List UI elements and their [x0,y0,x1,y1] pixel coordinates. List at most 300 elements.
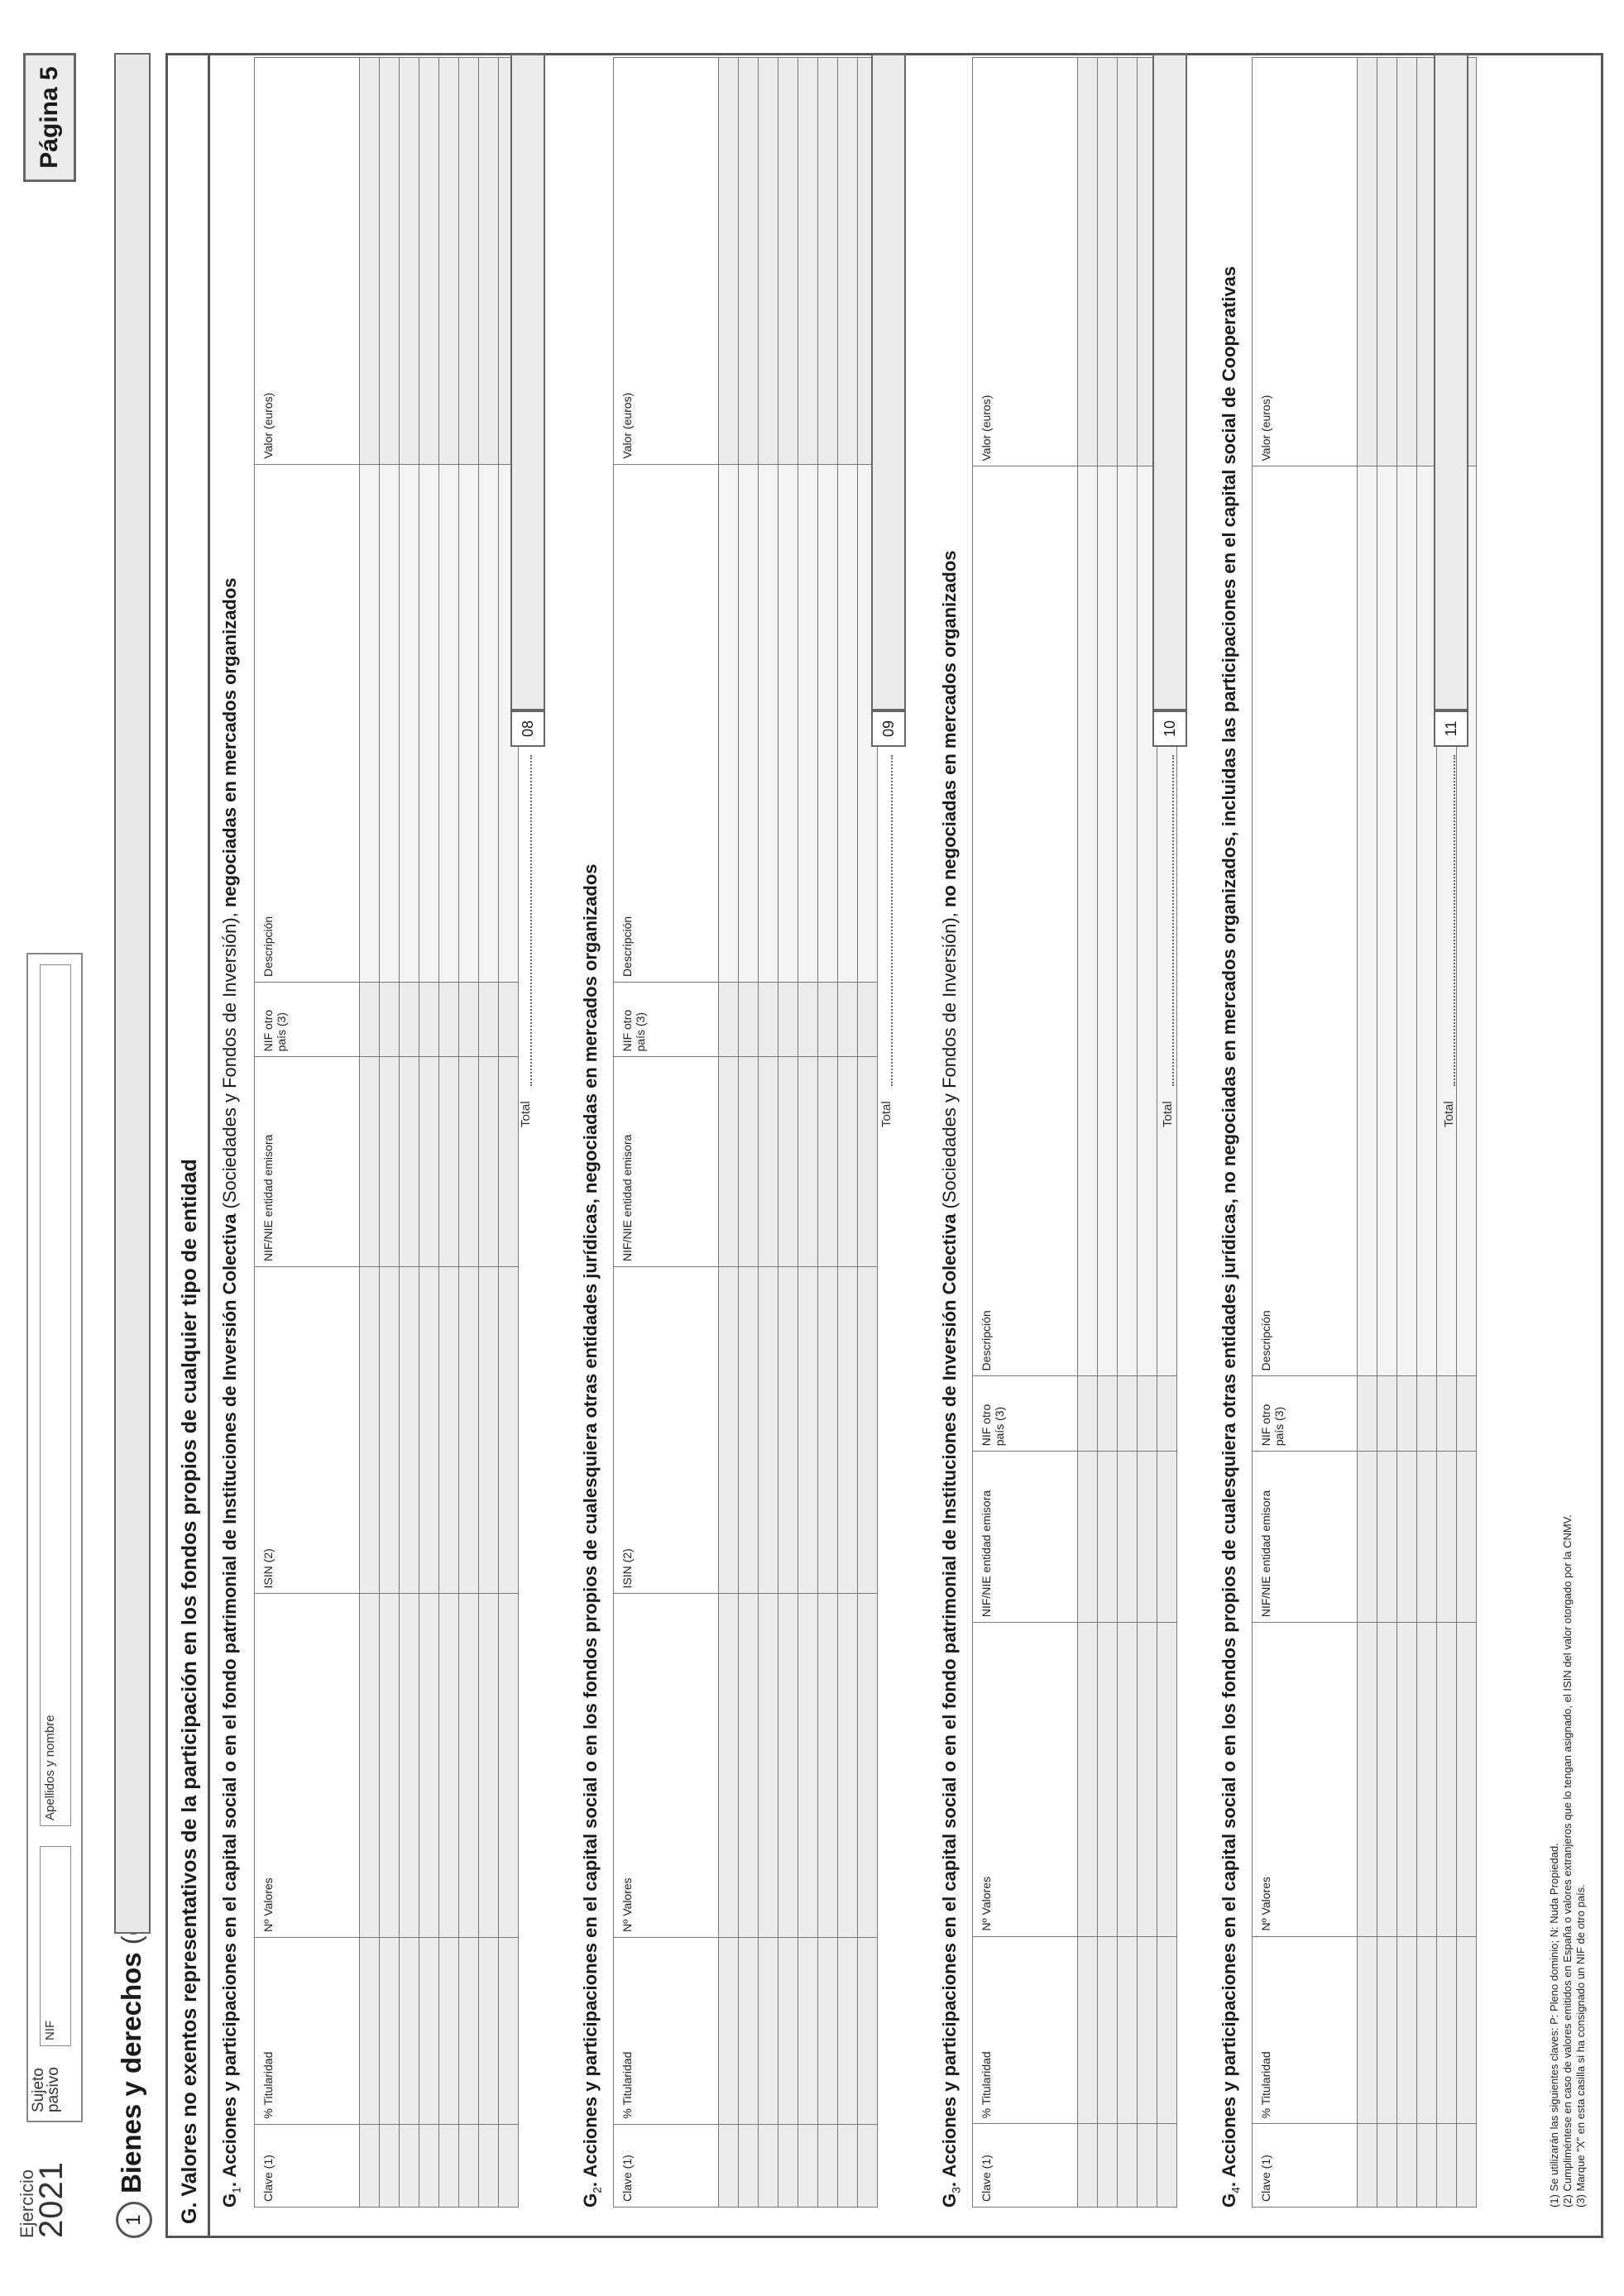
column-header: Clave (1) [614,2124,719,2207]
table-cell[interactable] [778,2124,798,2207]
table-cell[interactable] [719,1267,739,1594]
header-row [614,58,719,2208]
column-header: NIF otro país (3) [973,1376,1078,1452]
table-cell[interactable] [798,1267,818,1594]
column-header: % Titularidad [614,1937,719,2124]
table-cell[interactable] [439,982,459,1056]
table-cell[interactable] [380,1267,400,1594]
table-cell[interactable] [1377,2124,1397,2208]
table-cell[interactable] [1417,1452,1437,1623]
table-cell[interactable] [778,982,798,1056]
table-cell[interactable] [1397,58,1417,467]
table-cell[interactable] [1078,58,1098,467]
column-header: Valor (euros) [1253,58,1358,467]
table-cell[interactable] [719,1057,739,1267]
table-cell[interactable] [419,1594,439,1937]
table-row [719,58,739,2208]
column-header: Descripción [973,466,1078,1376]
table-cell[interactable] [400,464,419,982]
table-cell[interactable] [1098,466,1118,1376]
table-cell[interactable] [400,2124,419,2207]
table-cell[interactable] [380,464,400,982]
g2-title-a: . Acciones y participaciones en el capital social o en los fondos propios de cualesquiera otras entidades jurídicas, negociadas en mercados organizados [580,863,601,2188]
g1-box-number: 08 [510,710,545,747]
table-cell[interactable] [1157,2124,1177,2208]
table-cell[interactable] [479,1594,499,1937]
g1-table [254,57,519,2208]
g3-title-b: no negociadas en mercados organizados [939,550,960,908]
table-cell[interactable] [400,58,419,465]
table-cell[interactable] [838,1937,858,2124]
table-row [798,58,818,2208]
table-cell[interactable] [719,2124,739,2207]
table-cell[interactable] [499,1267,519,1594]
footnote-2: (2) Cumpliméntese en caso de valores emitidos en España o valores extranjeros que lo tengan asignado, el ISIN del valor otorgado por la CNMV. [1561,1514,1574,2208]
table-cell[interactable] [1457,1452,1477,1623]
table-cell[interactable] [739,464,759,982]
table-row [759,58,778,2208]
table-cell[interactable] [499,1594,519,1937]
table-cell[interactable] [360,2124,380,2207]
table-cell[interactable] [1417,2124,1437,2208]
g-title-underline [208,55,210,2236]
table-row [380,58,400,2208]
table-cell[interactable] [1397,1936,1417,2124]
g4-index: 4 [1229,2187,1243,2193]
table-cell[interactable] [439,464,459,982]
section-fill [114,53,151,1934]
table-cell[interactable] [1358,1452,1377,1623]
table-cell[interactable] [1098,1936,1118,2124]
table-cell[interactable] [719,1594,739,1937]
table-cell[interactable] [1118,2124,1138,2208]
table-cell[interactable] [1377,1376,1397,1452]
table-cell[interactable] [1397,1452,1417,1623]
g3-prefix: G [939,2193,960,2208]
g-title: G. Valores no exentos representativos de la participación en los fondos propios de cualquier tipo de entidad [178,1150,202,2224]
column-header: ISIN (2) [614,1267,719,1594]
table-cell[interactable] [778,1937,798,2124]
header-row [1253,58,1358,2208]
column-header: Nº Valores [255,1594,360,1937]
table-cell[interactable] [1358,466,1377,1376]
table-cell[interactable] [858,1937,878,2124]
table-cell[interactable] [1138,2124,1157,2208]
table-cell[interactable] [1377,1936,1397,2124]
table-cell[interactable] [739,1937,759,2124]
table-cell[interactable] [1078,1376,1098,1452]
table-cell[interactable] [858,1594,878,1937]
table-cell[interactable] [380,982,400,1056]
column-header: NIF otro país (3) [614,982,719,1056]
column-header: Descripción [614,464,719,982]
table-cell[interactable] [380,1057,400,1267]
table-cell[interactable] [778,1057,798,1267]
table-cell[interactable] [1397,1376,1417,1452]
table-cell[interactable] [759,1267,778,1594]
table-cell[interactable] [858,1267,878,1594]
table-cell[interactable] [1437,1452,1457,1623]
g1-title [219,577,242,2208]
table-cell[interactable] [400,1267,419,1594]
table-cell[interactable] [499,982,519,1056]
table-cell[interactable] [1098,1623,1118,1936]
table-row [1377,58,1397,2208]
footnotes [1548,1514,1588,2208]
table-cell[interactable] [1457,2124,1477,2208]
table-cell[interactable] [838,2124,858,2207]
table-cell[interactable] [739,1057,759,1267]
table-cell[interactable] [1078,1936,1098,2124]
table-row [818,58,838,2208]
g2-prefix: G [580,2193,601,2208]
table-cell[interactable] [499,2124,519,2207]
table-cell[interactable] [759,1057,778,1267]
table-cell[interactable] [1377,466,1397,1376]
table-row [778,58,798,2208]
header-row [255,58,360,2208]
column-header: NIF/NIE entidad emisora [1253,1452,1358,1623]
table-cell[interactable] [838,58,858,465]
table-cell[interactable] [1118,1376,1138,1452]
table-row [459,58,479,2208]
table-cell[interactable] [719,982,739,1056]
g2-index: 2 [590,2187,604,2193]
g1-total-label: Total [519,1101,533,1127]
table-cell[interactable] [419,2124,439,2207]
table-cell[interactable] [459,58,479,465]
table-cell[interactable] [1358,58,1377,467]
table-cell[interactable] [419,1057,439,1267]
table-row [419,58,439,2208]
table-cell[interactable] [1358,1623,1377,1936]
table-cell[interactable] [818,1267,838,1594]
table-row [1098,58,1118,2208]
column-header: NIF/NIE entidad emisora [973,1452,1078,1623]
table-cell[interactable] [1098,2124,1118,2208]
table-cell[interactable] [380,2124,400,2207]
g3-total-dots [1172,755,1174,1086]
page-number: Página 5 [23,53,76,182]
header-row [973,58,1078,2208]
table-cell[interactable] [400,1937,419,2124]
footnote-1: (1) Se utilizarán las siguientes claves: P: Pleno dominio; N: Nuda Propiedad. [1548,1843,1560,2208]
table-cell[interactable] [419,464,439,982]
table-cell[interactable] [459,1937,479,2124]
table-cell[interactable] [1138,1623,1157,1936]
column-header: Clave (1) [1253,2124,1358,2208]
table-cell[interactable] [739,2124,759,2207]
table-cell[interactable] [479,982,499,1056]
column-header: Descripción [1253,466,1358,1376]
table-cell[interactable] [439,1057,459,1267]
g1-title-reg: (Sociedades y Fondos de Inversión), [219,907,240,1214]
column-header: NIF/NIE entidad emisora [255,1057,360,1267]
main-frame [165,53,1603,2238]
table-cell[interactable] [759,1594,778,1937]
table-cell[interactable] [838,1267,858,1594]
table-cell[interactable] [838,982,858,1056]
g4-prefix: G [1219,2193,1239,2208]
column-header: Clave (1) [255,2124,360,2207]
table-cell[interactable] [818,2124,838,2207]
table-cell[interactable] [459,1594,479,1937]
table-cell[interactable] [778,1267,798,1594]
table-cell[interactable] [778,1594,798,1937]
table-cell[interactable] [818,1057,838,1267]
g1-prefix: G [219,2193,240,2208]
table-cell[interactable] [1098,1376,1118,1452]
table-cell[interactable] [1397,2124,1417,2208]
table-row [739,58,759,2208]
ejercicio-year: 2021 [33,2161,69,2238]
table-cell[interactable] [439,58,459,465]
table-cell[interactable] [759,2124,778,2207]
column-header: Clave (1) [973,2124,1078,2208]
table-cell[interactable] [400,1594,419,1937]
table-cell[interactable] [360,464,380,982]
table-cell[interactable] [439,1594,459,1937]
g4-box-number: 11 [1434,710,1468,747]
table-cell[interactable] [1118,1452,1138,1623]
g1-title-b: negociadas en mercados organizados [219,577,240,908]
g2-total-label: Total [879,1101,893,1127]
table-cell[interactable] [818,464,838,982]
g2-title [580,864,603,2208]
column-header: Nº Valores [973,1623,1078,1936]
table-cell[interactable] [798,58,818,465]
table-cell[interactable] [1078,1452,1098,1623]
table-cell[interactable] [739,58,759,465]
g2-box-number: 09 [871,710,906,747]
table-cell[interactable] [759,982,778,1056]
table-cell[interactable] [1078,466,1098,1376]
table-cell[interactable] [419,1937,439,2124]
table-cell[interactable] [1098,1452,1118,1623]
sujeto-pasivo-box [26,953,83,2122]
table-cell[interactable] [1138,1452,1157,1623]
table-cell[interactable] [400,982,419,1056]
g1-title-a: . Acciones y participaciones en el capital social o en el fondo patrimonial de Instituciones de Inversión Colectiva [219,1213,240,2188]
table-cell[interactable] [1457,1376,1477,1452]
table-cell[interactable] [439,1267,459,1594]
table-cell[interactable] [419,982,439,1056]
table-cell[interactable] [798,464,818,982]
table-row [439,58,459,2208]
sujeto-pasivo-label: Sujeto pasivo [30,2067,62,2112]
table-cell[interactable] [818,1594,838,1937]
table-cell[interactable] [459,2124,479,2207]
table-row [1118,58,1138,2208]
apellidos-label: Apellidos y nombre [43,1715,57,1820]
table-cell[interactable] [360,982,380,1056]
column-header: NIF/NIE entidad emisora [614,1057,719,1267]
table-cell[interactable] [459,1057,479,1267]
table-cell[interactable] [439,1937,459,2124]
g3-box-number: 10 [1152,710,1187,747]
table-cell[interactable] [1457,1623,1477,1936]
g3-title-reg: (Sociedades y Fondos de Inversión), [939,907,960,1214]
table-cell[interactable] [1457,1936,1477,2124]
table-cell[interactable] [1417,1376,1437,1452]
table-cell[interactable] [439,2124,459,2207]
table-cell[interactable] [1417,1936,1437,2124]
table-cell[interactable] [1437,1936,1457,2124]
table-cell[interactable] [1157,1452,1177,1623]
column-header: Nº Valores [614,1594,719,1937]
table-cell[interactable] [838,1594,858,1937]
g4-title-a: . Acciones y participaciones en el capital social o en los fondos propios de cualesquiera otras entidades jurídicas, no negociadas en mercados organizados, incluidas las participaciones en el capital social de Cooperativas [1219,265,1239,2188]
table-cell[interactable] [1397,466,1417,1376]
table-cell[interactable] [1078,1623,1098,1936]
column-header: NIF otro país (3) [1253,1376,1358,1452]
apellidos-field[interactable] [40,964,71,1826]
table-cell[interactable] [778,464,798,982]
table-cell[interactable] [1377,58,1397,467]
ejercicio-label: Ejercicio [17,2169,37,2238]
table-cell[interactable] [1118,1936,1138,2124]
table-cell[interactable] [838,1057,858,1267]
table-cell[interactable] [360,1267,380,1594]
table-cell[interactable] [838,464,858,982]
g3-title-a: . Acciones y participaciones en el capital social o en el fondo patrimonial de Instituciones de Inversión Colectiva [939,1213,960,2188]
table-cell[interactable] [1157,1376,1177,1452]
table-cell[interactable] [400,1057,419,1267]
table-cell[interactable] [818,982,838,1056]
column-header: Valor (euros) [973,58,1078,467]
column-header: % Titularidad [1253,1936,1358,2124]
section-bar [114,53,151,2238]
table-cell[interactable] [1118,58,1138,467]
g3-table [972,57,1177,2208]
table-cell[interactable] [1138,1376,1157,1452]
nif-label: NIF [43,2020,57,2040]
table-row [1358,58,1377,2208]
table-row [479,58,499,2208]
table-cell[interactable] [1417,1623,1437,1936]
table-cell[interactable] [1377,1623,1397,1936]
section-title-main: Bienes y derechos [116,1952,146,2193]
table-cell[interactable] [1358,2124,1377,2208]
column-header: NIF otro país (3) [255,982,360,1056]
g2-table [613,57,878,2208]
table-cell[interactable] [719,58,739,465]
g4-total-dots [1454,755,1455,1086]
table-cell[interactable] [778,58,798,465]
g3-total-value[interactable] [1152,54,1187,710]
table-cell[interactable] [858,1057,878,1267]
table-cell[interactable] [380,58,400,465]
table-cell[interactable] [360,1594,380,1937]
table-cell[interactable] [798,1594,818,1937]
g2-total-dots [891,755,893,1086]
table-cell[interactable] [419,58,439,465]
table-cell[interactable] [798,2124,818,2207]
column-header: Valor (euros) [614,58,719,465]
g1-total-value[interactable] [510,54,545,710]
table-cell[interactable] [479,1267,499,1594]
table-cell[interactable] [1118,466,1138,1376]
g4-total-value[interactable] [1434,54,1468,710]
table-cell[interactable] [759,1937,778,2124]
table-cell[interactable] [739,982,759,1056]
table-row [838,58,858,2208]
table-cell[interactable] [798,1937,818,2124]
table-cell[interactable] [1397,1623,1417,1936]
g3-total-label: Total [1161,1101,1175,1127]
table-cell[interactable] [1437,1623,1457,1936]
column-header: % Titularidad [255,1937,360,2124]
table-cell[interactable] [739,1267,759,1594]
table-cell[interactable] [499,1937,519,2124]
table-row [1397,58,1417,2208]
table-cell[interactable] [1358,1936,1377,2124]
table-cell[interactable] [459,1267,479,1594]
column-header: Descripción [255,464,360,982]
table-cell[interactable] [1437,1376,1457,1452]
table-cell[interactable] [1098,58,1118,467]
section-number: 1 [116,2202,152,2238]
table-row [360,58,380,2208]
table-cell[interactable] [419,1267,439,1594]
table-cell[interactable] [499,1057,519,1267]
table-cell[interactable] [360,58,380,465]
table-cell[interactable] [818,1937,838,2124]
column-header: % Titularidad [973,1936,1078,2124]
table-cell[interactable] [479,1057,499,1267]
table-cell[interactable] [459,464,479,982]
table-cell[interactable] [858,2124,878,2207]
table-cell[interactable] [479,58,499,465]
table-cell[interactable] [719,1937,739,2124]
table-cell[interactable] [798,982,818,1056]
table-cell[interactable] [380,1937,400,2124]
table-cell[interactable] [719,464,739,982]
table-cell[interactable] [1157,1623,1177,1936]
table-cell[interactable] [858,982,878,1056]
table-cell[interactable] [1138,1936,1157,2124]
table-cell[interactable] [1157,1936,1177,2124]
header [17,53,74,2238]
column-header: Nº Valores [1253,1623,1358,1936]
g1-total-dots [530,755,532,1086]
g1-index: 1 [229,2187,243,2193]
table-cell[interactable] [759,464,778,982]
table-cell[interactable] [360,1937,380,2124]
table-cell[interactable] [798,1057,818,1267]
footnote-3: (3) Marque "X" en esta casilla si ha consignado un NIF de otro país. [1574,1884,1587,2208]
table-cell[interactable] [1358,1376,1377,1452]
table-cell[interactable] [380,1594,400,1937]
table-cell[interactable] [479,1937,499,2124]
table-cell[interactable] [360,1057,380,1267]
g3-title [939,550,962,2208]
table-cell[interactable] [739,1594,759,1937]
table-cell[interactable] [459,982,479,1056]
nif-field[interactable] [40,1846,71,2046]
table-cell[interactable] [1118,1623,1138,1936]
table-cell[interactable] [1437,2124,1457,2208]
g3-index: 3 [949,2187,963,2193]
table-cell[interactable] [479,464,499,982]
table-cell[interactable] [759,58,778,465]
table-row [1078,58,1098,2208]
table-cell[interactable] [1078,2124,1098,2208]
table-cell[interactable] [818,58,838,465]
table-cell[interactable] [1377,1452,1397,1623]
g2-total-value[interactable] [871,54,906,710]
table-cell[interactable] [479,2124,499,2207]
